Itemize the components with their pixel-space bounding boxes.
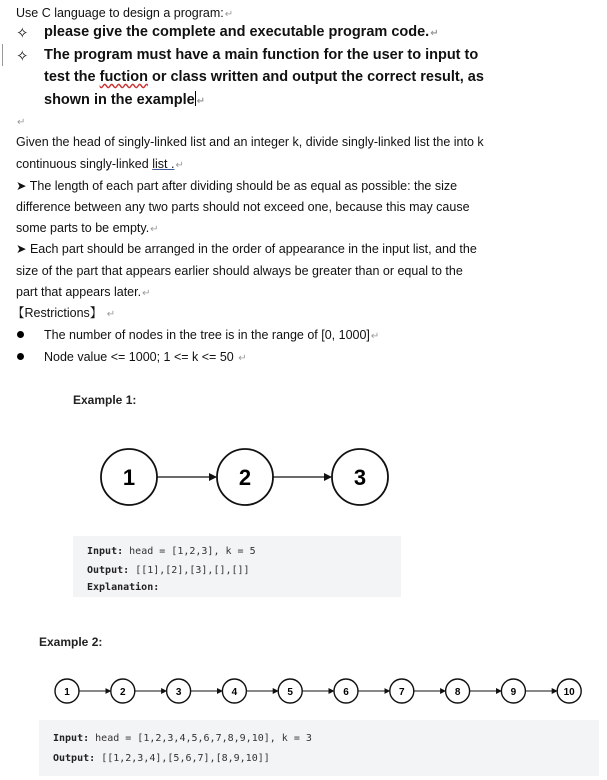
node-value: 5: [287, 687, 293, 698]
node-value: 9: [510, 687, 517, 698]
node-value: 3: [175, 687, 182, 698]
node-value: 1: [122, 465, 136, 490]
rule-2-line-1: ➤ Each part should be arranged in the order of appearance in the input list, and the: [16, 242, 477, 256]
list-node: [55, 679, 79, 703]
list-node: [501, 679, 525, 703]
list-node: [222, 679, 246, 703]
star-bullet-icon: ✧: [16, 48, 29, 65]
star-bullet-icon: ✧: [16, 25, 29, 42]
rule-1-line-1: ➤ The length of each part after dividing should be as equal as possible: the size: [16, 179, 458, 193]
node-value: 1: [64, 687, 70, 698]
example-2-code-block: [39, 720, 599, 776]
arrow-bullet-icon: ➤: [16, 179, 27, 193]
list-node: [332, 449, 388, 505]
list-node: [278, 679, 302, 703]
restriction-item-2: Node value <= 1000; 1 <= k <= 50 ↵: [44, 350, 247, 364]
example-1-title: Example 1:: [73, 393, 137, 407]
example-1-linked-list-diagram: [0, 440, 607, 510]
node-value: 7: [399, 687, 405, 698]
list-node: [167, 679, 191, 703]
list-node: [557, 679, 581, 703]
node-value: 4: [231, 687, 238, 698]
bullet-dot-icon: [17, 353, 24, 360]
list-link: list .: [152, 157, 175, 171]
margin-change-bar: [2, 44, 3, 66]
example-2-title: Example 2:: [39, 635, 103, 649]
node-value: 2: [238, 465, 252, 490]
example-1-code-block: [73, 536, 401, 597]
problem-line-1: Given the head of singly-linked list and an integer k, divide singly-linked list the into k: [16, 135, 484, 149]
requirement-2-line-2: test the fuction or class written and output the correct result, as: [44, 69, 484, 85]
bullet-dot-icon: [17, 331, 24, 338]
rule-1-line-3: some parts to be empty.↵: [16, 221, 159, 235]
list-node: [446, 679, 470, 703]
empty-paragraph: ↵: [17, 117, 26, 128]
rule-1-line-2: difference between any two parts should not exceed one, because this may cause: [16, 200, 470, 214]
node-value: 3: [353, 465, 367, 490]
node-value: 6: [343, 687, 349, 698]
code-explanation-line: Explanation:: [87, 582, 160, 593]
list-node: [111, 679, 135, 703]
list-node: [101, 449, 157, 505]
rule-2-line-2: size of the part that appears earlier should always be greater than or equal to the: [16, 264, 463, 278]
list-node: [390, 679, 414, 703]
requirement-2-line-3: shown in the example ↵: [44, 92, 206, 108]
code-input-line: Input: head = [1,2,3,4,5,6,7,8,9,10], k = 3: [53, 733, 312, 744]
node-value: 8: [454, 687, 461, 698]
arrow-bullet-icon: ➤: [16, 242, 27, 256]
restriction-item-1: The number of nodes in the tree is in the range of [0, 1000]↵: [44, 328, 380, 342]
example-2-linked-list-diagram: [0, 676, 607, 708]
rule-2-line-3: part that appears later.↵: [16, 285, 151, 299]
node-value: 10: [563, 687, 575, 698]
list-node: [334, 679, 358, 703]
requirement-1: please give the complete and executable program code.↵: [44, 24, 439, 40]
requirement-2-line-1: The program must have a main function for the user to input to: [44, 47, 479, 63]
text-cursor: [195, 91, 196, 106]
list-node: [217, 449, 273, 505]
intro-line: Use C language to design a program:↵: [16, 6, 234, 20]
misspelled-word: fuction: [99, 69, 148, 85]
code-output-line: Output: [[1],[2],[3],[],[]]: [87, 565, 250, 576]
code-input-line: Input: head = [1,2,3], k = 5: [87, 546, 256, 557]
code-output-line: Output: [[1,2,3,4],[5,6,7],[8,9,10]]: [53, 753, 270, 764]
node-value: 2: [120, 687, 126, 698]
problem-line-2: continuous singly-linked list .↵: [16, 157, 184, 171]
restrictions-title: 【Restrictions】 ↵: [12, 306, 116, 320]
